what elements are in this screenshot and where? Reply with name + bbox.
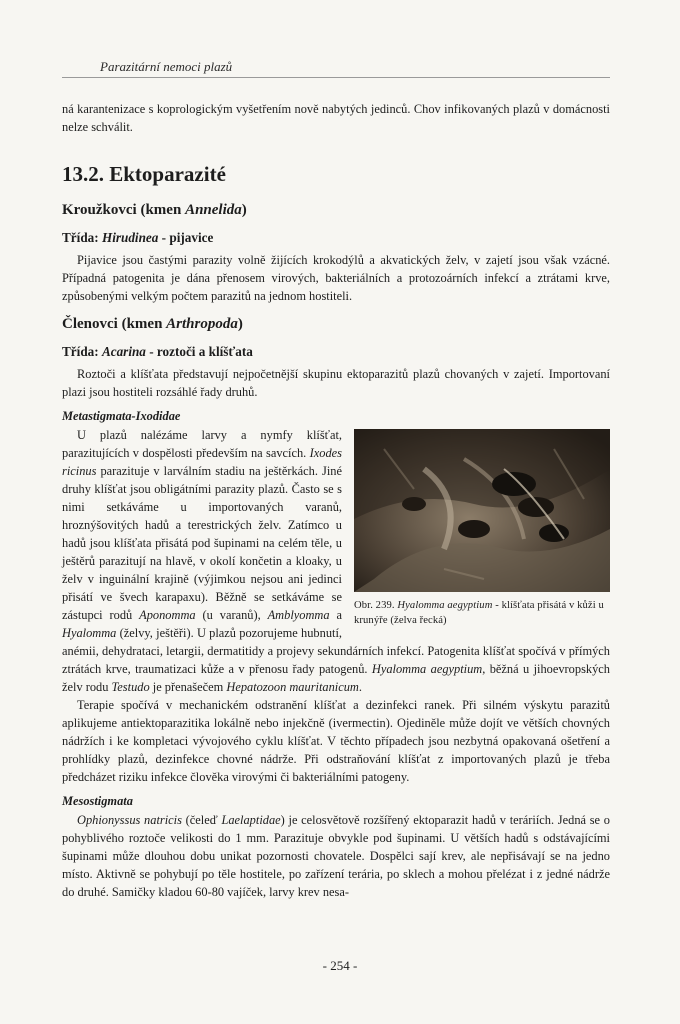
taxon-name: Hyalomma	[62, 626, 117, 640]
mesostigmata-heading: Mesostigmata	[62, 794, 133, 808]
taxon-name: Hirudinea	[101, 230, 159, 245]
section-title: 13.2. Ektoparazité	[62, 162, 226, 186]
taxon-name: Ophionyssus natricis	[77, 813, 182, 827]
therapy-paragraph: Terapie spočívá v mechanickém odstranění klíšťat a dezinfekci ranek. Při silném výskytu parazitů aplikujeme antiektoparazitika lokálně nebo injekčně (ivermectin). Ojediněle může dojít ve větších chovných nádržích i ke kompletaci vývojového cyklu klíšťat. V těchto případech jsou nezbytná opakovaná ošetření a prohlídky plazů, dezinfekce chovné nádrže. Při odstraňování klíšťat z importovaných plazů je třeba předcházet riziku infekce člověka virovými či bakteriálními patogeny.	[62, 698, 610, 784]
taxon-name: Arthropoda	[166, 316, 238, 332]
acarina-heading: Třída: Acarina - roztoči a klíšťata	[62, 344, 253, 359]
page-number: - 254 -	[322, 958, 358, 973]
taxon-name: Aponomma	[139, 608, 196, 622]
annelida-heading: Kroužkovci (kmen Annelida)	[62, 202, 247, 218]
tick-photo	[354, 429, 610, 592]
running-head: Parazitární nemoci plazů	[100, 59, 233, 74]
header-rule	[62, 77, 610, 78]
arthropoda-heading: Členovci (kmen Arthropoda)	[62, 316, 243, 332]
metastigmata-heading: Metastigmata-Ixodidae	[62, 409, 181, 423]
taxon-name: Acarina	[101, 344, 146, 359]
taxon-name: Testudo	[111, 680, 150, 694]
taxon-name: Hyalomma aegyptium	[371, 662, 483, 676]
taxon-name: Amblyomma	[267, 608, 330, 622]
page-body	[62, 100, 610, 901]
hirudinea-paragraph: Pijavice jsou častými parazity volně žijících krokodýlů a akvatických želv, v zajetí jsou však vzácné. Případná patogenita je dána přenosem virových, bakteriálních a protozoárních infekcí a ztrátami krve, způsobenými velkým počtem parazitů na jednom hostiteli.	[62, 253, 610, 303]
figure-caption: Obr. 239. Hyalomma aegyptium - klíšťata přisátá v kůži u krunýře (želva řecká)	[354, 600, 604, 626]
taxon-name: Hepatozoon mauritanicum	[226, 680, 359, 694]
taxon-name: Laelaptidae	[221, 813, 281, 827]
hirudinea-heading: Třída: Hirudinea - pijavice	[62, 230, 214, 245]
figure-239	[354, 429, 610, 628]
intro-paragraph: ná karantenizace s koprologickým vyšetřením nově nabytých jedinců. Chov infikovaných plazů v domácnosti nelze schválit.	[62, 102, 610, 134]
taxon-name: Hyalomma aegyptium	[397, 600, 493, 611]
taxon-name: Ixodes ricinus	[62, 446, 342, 478]
mesostigmata-paragraph: Ophionyssus natricis (čeleď Laelaptidae) je celosvětově rozšířený ektoparazit hadů v teráriích. Jedná se o pohyblivého roztoče velikosti do 1 mm. Parazituje obvykle pod šupinami. U větších hadů s odstávajícími šupinami může dlouhou dobu unikat pozornosti chovatele. Dospělci sají krev, ale nepřisávají se na jedno místo. Aktivně se pohybují po těle hostitele, po zařízení terária, po sklech a mohou přelézat i z jedné nádrže do druhé. Samičky kladou 60-80 vajíček, larvy krev nesa-	[62, 813, 610, 899]
acarina-paragraph: Roztoči a klíšťata představují nejpočetnější skupinu ektoparazitů plazů chovaných v zajetí. Importovaní plazi jsou hostiteli rozsáhlé řady druhů.	[62, 367, 610, 399]
metastigmata-paragraph: U plazů nalézáme larvy a nymfy klíšťat, parazitujících v dospělosti především na savcích. Ixodes ricinus parazituje v larválním stadiu na ještěrkách. Jiné druhy klíšťat jsou obligátními parazity plazů. Často se s nimi setkáváme u importovaných varanů, hroznýšovitých hadů a terestrických želv. Zatímco u hadů jsou klíšťata přisátá pod šupinami na celém těle, u ještěrů parazitují na hlavě, v okolí končetin a kloaky, u želv v inguinální krajině (výjimkou nejsou ani jedinci přisátí ve švech karapaxu). Běžně se setkáváme se zástupci rodů Aponomma (u varanů), Amblyomma a Hyalomma (želvy, ještěři). U plazů pozorujeme hubnutí, anémii, dehydrataci, letargii, dermatitidy a projevy sekundárních infekcí. Patogenita klíšťat spočívá v přímých ztrátách krve, traumatizaci kůže a v přenosu řady patogenů. Hyalomma aegyptium, běžná u jihoevropských želv rodu Testudo je přenašečem Hepatozoon mauritanicum.	[62, 428, 610, 694]
taxon-name: Annelida	[185, 202, 242, 218]
